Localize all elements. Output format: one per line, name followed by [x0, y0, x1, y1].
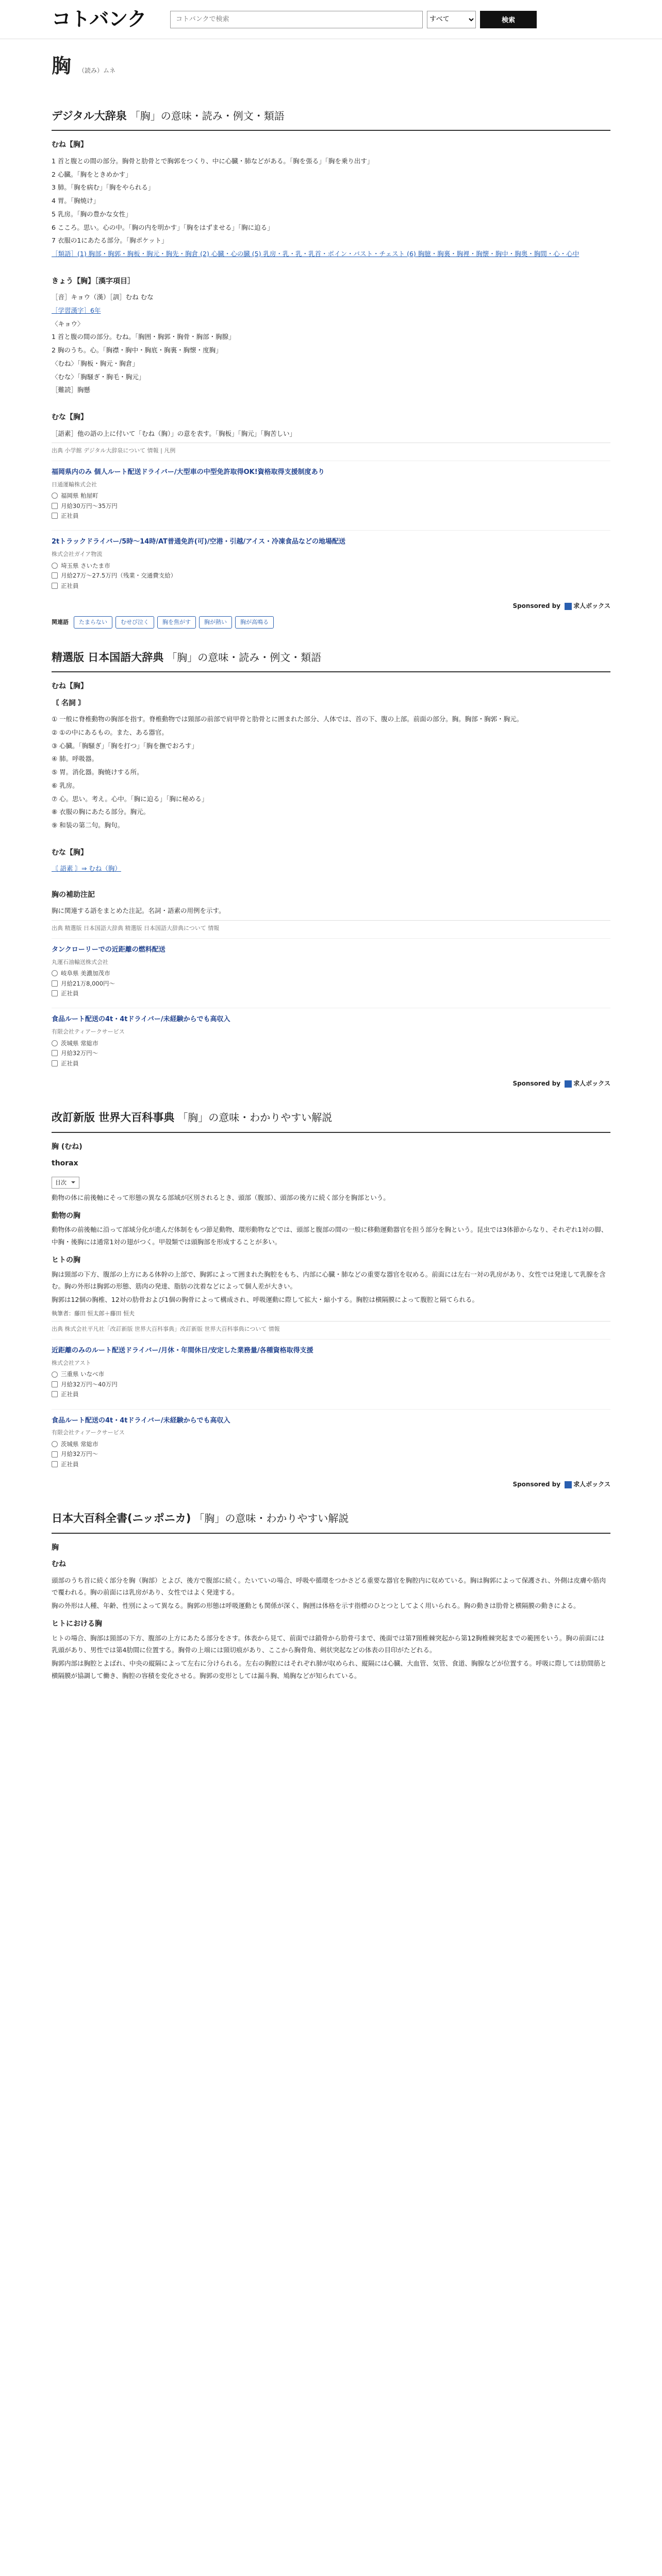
job-ad[interactable] — [52, 938, 610, 1003]
source-credit[interactable]: 出典 小学館 デジタル大辞泉について 情報 | 凡例 — [52, 443, 610, 455]
author-byline: 執筆者：藤田 恒太郎＋藤田 恒夫 — [52, 1310, 135, 1317]
location-icon — [52, 1371, 58, 1378]
job-ad-title[interactable]: タンクローリーでの近距離の燃料配送 — [52, 945, 166, 954]
section-subtitle: 「胸」の意味・わかりやすい解説 — [177, 1111, 333, 1124]
related-tag[interactable]: むせび泣く — [115, 616, 154, 629]
related-tag[interactable]: たまらない — [74, 616, 112, 629]
cross-reference[interactable]: 〘 語素 〙⇒ むね（胸） — [52, 865, 121, 873]
definition-line: 7 衣服の1にあたる部分。「胸ポケット」 — [52, 236, 168, 245]
employment-icon — [52, 1461, 58, 1467]
part-of-speech: 〘 名詞 〙 — [52, 699, 86, 707]
job-ad-company: 有限会社ティアークサービス — [52, 1028, 125, 1036]
article-body — [52, 1192, 610, 1306]
section-nipponica — [52, 1510, 610, 1682]
location-icon — [52, 1441, 58, 1447]
search-button[interactable]: 検索 — [480, 11, 537, 28]
definition-line: 4 胃。「胸焼け」 — [52, 197, 100, 205]
job-ad-title[interactable]: 食品ルート配送の4t・4tドライバー/未経験からでも高収入 — [52, 1416, 230, 1425]
sponsor-brand: 求人ボックス — [573, 1481, 610, 1488]
definition-line: 3 肺。「胸を病む」「胸をやられる」 — [52, 183, 155, 192]
kanji-entry-head: きょう【胸】［漢字項目］ — [52, 277, 135, 285]
article-subhead: ヒトの胸 — [52, 1256, 80, 1264]
job-ad[interactable] — [52, 1409, 610, 1474]
dictionary-name: 日本大百科全書(ニッポニカ) — [52, 1512, 191, 1525]
entry-head-2: むな【胸】 — [52, 848, 88, 857]
sponsor-line — [52, 1079, 610, 1089]
salary-icon — [52, 1451, 58, 1458]
employment-icon — [52, 513, 58, 519]
employment-icon — [52, 990, 58, 996]
related-tag[interactable]: 胸が高鳴る — [235, 616, 274, 629]
article-body — [52, 1574, 610, 1682]
headword-reading: （読み）ムネ — [78, 67, 116, 74]
job-ad-title[interactable]: 近距離のみのルート配送ドライバー/月休・年間休日/安定した業務量/各種資格取得支援 — [52, 1346, 313, 1354]
definition-line: 5 乳房。「胸の豊かな女性」 — [52, 210, 132, 218]
entry-latin: thorax — [52, 1159, 78, 1168]
entry-head: 胸 (むね) — [52, 1142, 82, 1151]
job-ad-salary: 月給21万8,000円〜 — [61, 979, 115, 987]
salary-icon — [52, 980, 58, 987]
section-title — [52, 649, 610, 673]
related-tag[interactable]: 胸を焦がす — [157, 616, 196, 629]
site-header — [0, 0, 662, 39]
sponsor-logo[interactable] — [565, 601, 610, 611]
kanji-line: 〈キョウ〉 — [52, 319, 84, 328]
section-digital-daijisen — [52, 108, 610, 629]
dictionary-name: デジタル大辞泉 — [52, 109, 127, 122]
salary-icon — [52, 572, 58, 579]
article-paragraph: 頭部のうち首に続く部分を胸（胸部）とよび、後方で腹部に続く。たいていの場合、呼吸や循環をつかさどる重要な器官を胸腔内に収めている。胸は胸郭によって保護され、外側は皮膚や筋肉で覆われる。胸の前面には乳房があり、女性ではよく発達する。 — [52, 1576, 606, 1597]
job-ad-company: 日通運輸株式会社 — [52, 481, 97, 488]
definition-line: ① 一般に脊椎動物の胸部を指す。脊椎動物では頸部の前部で肩甲骨と肋骨とに囲まれた部分、人体では、首の下、腹の上部。前面の部分。胸。胸部・胸郭・胸元。 — [52, 715, 523, 723]
section-subtitle: 「胸」の意味・読み・例文・類語 — [167, 651, 322, 664]
job-ad-location: 茨城県 常総市 — [61, 1440, 98, 1448]
job-ad[interactable] — [52, 461, 610, 526]
salary-icon — [52, 1050, 58, 1056]
job-ad-type: 正社員 — [61, 582, 79, 589]
employment-icon — [52, 1391, 58, 1397]
sponsor-label: Sponsored by — [512, 602, 561, 610]
section-seisenban — [52, 649, 610, 1089]
job-ad-salary: 月給27万〜27.5万円（残業・交通費支給） — [61, 572, 177, 580]
location-icon — [52, 563, 58, 569]
location-icon — [52, 970, 58, 976]
definition-line: ⑧ 衣服の胸にあたる部分。胸元。 — [52, 808, 150, 816]
article-paragraph: 胸郭は12個の胸椎、12対の肋骨および1個の胸骨によって構成され、呼吸運動に際して拡大・縮小する。胸腔は横隔膜によって腹腔と隔てられる。 — [52, 1296, 479, 1304]
job-ad-title[interactable]: 食品ルート配送の4t・4tドライバー/未経験からでも高収入 — [52, 1015, 230, 1024]
employment-icon — [52, 1060, 58, 1066]
definition-line: 2 心臓。「胸をときめかす」 — [52, 170, 132, 178]
job-ad-location: 岐阜県 美濃加茂市 — [61, 970, 110, 977]
sponsor-label: Sponsored by — [512, 1079, 561, 1087]
sponsor-brand: 求人ボックス — [573, 1079, 610, 1087]
definition-line: ② ①の中にあるもの。また、ある器官。 — [52, 728, 168, 736]
sponsor-brand: 求人ボックス — [573, 602, 610, 610]
entry-head-2: むな【胸】 — [52, 413, 88, 422]
definition-list — [52, 713, 610, 832]
job-ad-type: 正社員 — [61, 1059, 79, 1067]
definition-line: ③ 心臓。「胸騒ぎ」「胸を打つ」「胸を撫でおろす」 — [52, 741, 198, 750]
kyujin-box-icon — [565, 603, 572, 610]
sponsor-logo[interactable] — [565, 1079, 610, 1089]
definition-line: ⑨ 和装の第二句。胸句。 — [52, 821, 124, 829]
entry-head: むね【胸】 — [52, 141, 88, 149]
article-paragraph: ヒトの場合、胸部は頸部の下方、腹部の上方にあたる部分をさす。体表から見て、前面では鎖骨から肋骨弓まで、後面では第7頸椎棘突起から第12胸椎棘突起までの範囲をいう。胸の前面には乳頭があり、男性では第4肋間に位置する。胸骨の上端には頸切痕があり、ここから胸骨角、剣状突起などの体表の目印がたどれる。 — [52, 1634, 605, 1654]
entry-head: 胸 — [52, 1543, 59, 1552]
definition-line: ⑤ 胃。消化器。胸焼けする所。 — [52, 768, 143, 776]
job-ad-company: 有限会社ティアークサービス — [52, 1429, 125, 1436]
article-paragraph: 胸は頸部の下方、腹部の上方にある体幹の上部で、胸郭によって囲まれた胸腔をもち、内部に心臓・肺などの重要な器官を収める。前面には左右一対の乳房があり、女性では発達して乳腺を含む。胸の外形は胸郭の形態、筋肉の発達、脂肪の沈着などによって個人差が大きい。 — [52, 1270, 606, 1291]
source-credit[interactable]: 出典 精選版 日本国語大辞典 精選版 日本国語大辞典について 情報 — [52, 920, 610, 933]
section-title — [52, 1109, 610, 1133]
salary-icon — [52, 1381, 58, 1387]
definition-list — [52, 155, 610, 260]
job-ad[interactable] — [52, 530, 610, 595]
job-ad-location: 福岡県 粕屋町 — [61, 492, 98, 500]
supplement-text: 胸に関連する語をまとめた注記。名詞・語素の用例を示す。 — [52, 907, 225, 915]
definition-line: ④ 肺。呼吸器。 — [52, 755, 98, 763]
job-ad-location: 三重県 いなべ市 — [61, 1370, 105, 1378]
sponsor-logo[interactable] — [565, 1480, 610, 1489]
related-words[interactable]: ［類語］(1) 胸部・胸郭・胸板・胸元・胸先・胸倉 (2) 心臓・心の臓 (5) 乳房・乳・乳・乳首・ボイン・バスト・チェスト (6) 胸臆・胸裏・胸裡・胸懐・胸中・胸奥・胸間・心・心中 — [52, 250, 580, 258]
job-ad-type: 正社員 — [61, 1391, 79, 1398]
article-paragraph: 動物体の前後軸に沿って部域分化が進んだ体制をもつ節足動物、環形動物などでは、頭部と腹部の間の一般に移動運動器官を担う部分を胸という。昆虫では3体節からなり、それぞれ1対の脚、中胸・後胸には通常1対の翅がつく。甲殻類では頭胸部を形成することが多い。 — [52, 1226, 608, 1246]
location-icon — [52, 493, 58, 499]
job-ad-salary: 月給32万円〜40万円 — [61, 1380, 118, 1388]
job-ad-type: 正社員 — [61, 512, 79, 520]
kanji-line: 〈むね〉「胸板・胸元・胸倉」 — [52, 359, 139, 367]
salary-icon — [52, 503, 58, 509]
job-ad-type: 正社員 — [61, 1460, 79, 1468]
article-subhead: ヒトにおける胸 — [52, 1619, 102, 1628]
dictionary-name: 精選版 日本国語大辞典 — [52, 651, 164, 664]
source-credit[interactable]: 出典 株式会社平凡社「改訂新版 世界大百科事典」改訂新版 世界大百科事典について 情報 — [52, 1321, 610, 1334]
job-ad-title[interactable]: 福岡県内のみ 個人ルート配送ドライバー/大型車の中型免許取得OK!資格取得支援制度あり — [52, 468, 325, 476]
kanji-line[interactable]: ［学習漢字］6年 — [52, 306, 101, 314]
kanji-line: 〈むな〉「胸騒ぎ・胸毛・胸元」 — [52, 372, 145, 381]
job-ad-salary: 月給32万円〜 — [61, 1049, 98, 1057]
definition-line: ⑦ 心。思い。考え。心中。「胸に迫る」「胸に秘める」 — [52, 794, 208, 803]
kanji-line: ［音］キョウ（漢）［訓］むね むな — [52, 293, 154, 301]
search-input[interactable] — [170, 11, 423, 28]
related-tags-label: 関連語 — [52, 619, 69, 626]
definition-line: ⑥ 乳房。 — [52, 781, 79, 789]
employment-icon — [52, 583, 58, 589]
sponsor-label: Sponsored by — [512, 1481, 561, 1488]
section-sekai-daihyakka — [52, 1109, 610, 1489]
site-logo[interactable]: コトバンク — [52, 8, 146, 31]
search-bar — [170, 11, 537, 28]
job-ad-type: 正社員 — [61, 989, 79, 997]
section-subtitle: 「胸」の意味・読み・例文・類語 — [129, 109, 285, 122]
headword: 胸 — [52, 55, 72, 77]
kanji-definition-list — [52, 291, 610, 396]
article-subhead: 動物の胸 — [52, 1211, 80, 1220]
sponsor-line — [52, 1480, 610, 1489]
job-ad[interactable] — [52, 1339, 610, 1404]
definition-line: ［語素］他の語の上に付いて「むね（胸）」の意を表す。「胸板」「胸元」「胸苦しい」 — [52, 429, 296, 437]
main-content — [0, 39, 662, 1682]
kyujin-box-icon — [565, 1080, 572, 1088]
kanji-line: ［難読］胸懸 — [52, 386, 91, 394]
entry-reading: むね — [52, 1560, 66, 1569]
kanji-line: 2 胸のうち。心。「胸襟・胸中・胸底・胸裏・胸懐・度胸」 — [52, 346, 222, 354]
job-ad-company: 丸運石油輸送株式会社 — [52, 958, 108, 965]
section-subtitle: 「胸」の意味・わかりやすい解説 — [194, 1512, 349, 1525]
supplement-head: 胸の補助注記 — [52, 891, 95, 900]
location-icon — [52, 1040, 58, 1046]
article-paragraph: 胸の外形は人種、年齢、性別によって異なる。胸郭の形態は呼吸運動とも関係が深く、胸囲は体格を示す指標のひとつとしてよく用いられる。胸の動きは肋骨と横隔膜の動きによる。 — [52, 1602, 580, 1610]
job-ad-salary: 月給30万円〜35万円 — [61, 502, 118, 510]
kyujin-box-icon — [565, 1481, 572, 1488]
sponsor-line — [52, 601, 610, 611]
dictionary-name: 改訂新版 世界大百科事典 — [52, 1111, 175, 1124]
article-paragraph: 胸郭内部は胸腔とよばれ、中央の縦隔によって左右に分けられる。左右の胸腔にはそれぞれ肺が収められ、縦隔には心臓、大血管、気管、食道、胸腺などが位置する。呼吸に際しては肋間筋と横隔膜が協調して働き、胸腔の容積を変化させる。胸郭の変形としては漏斗胸、鳩胸などが知られている。 — [52, 1659, 607, 1680]
job-ad-company: 株式会社ガイア物流 — [52, 551, 103, 558]
related-tags — [52, 616, 610, 629]
job-ad-salary: 月給32万円〜 — [61, 1450, 98, 1458]
kanji-line: 1 首と腹の間の部分。むね。「胸囲・胸郭・胸骨・胸部・胸腺」 — [52, 333, 235, 341]
job-ad-location: 茨城県 常総市 — [61, 1039, 98, 1047]
search-scope-select[interactable] — [427, 11, 476, 28]
section-title — [52, 108, 610, 131]
job-ad-title[interactable]: 2tトラックドライバー/5時〜14時/AT普通免許(可)/空港・引越/アイス・冷凍食品などの地場配送 — [52, 538, 345, 546]
entry-head: むね【胸】 — [52, 682, 88, 691]
definition-line: 1 首と腹との間の部分。胸骨と肋骨とで胸郭をつくり、中に心臓・肺などがある。「胸を張る」「胸を乗り出す」 — [52, 157, 374, 165]
definition-line: 6 こころ。思い。心の中。「胸の内を明かす」「胸をはずませる」「胸に迫る」 — [52, 223, 274, 231]
job-ad-location: 埼玉県 さいたま市 — [61, 562, 110, 569]
headword-block — [52, 39, 610, 87]
toc-select[interactable]: 目次 — [52, 1177, 79, 1189]
article-paragraph: 動物の体に前後軸にそって形態の異なる部域が区別されるとき、頭部（腹部）、頭部の後方に続く部分を胸部という。 — [52, 1194, 390, 1202]
job-ad[interactable] — [52, 1008, 610, 1073]
job-ad-company: 株式会社アスト — [52, 1359, 91, 1366]
related-tag[interactable]: 胸が熱い — [199, 616, 232, 629]
section-title — [52, 1510, 610, 1534]
